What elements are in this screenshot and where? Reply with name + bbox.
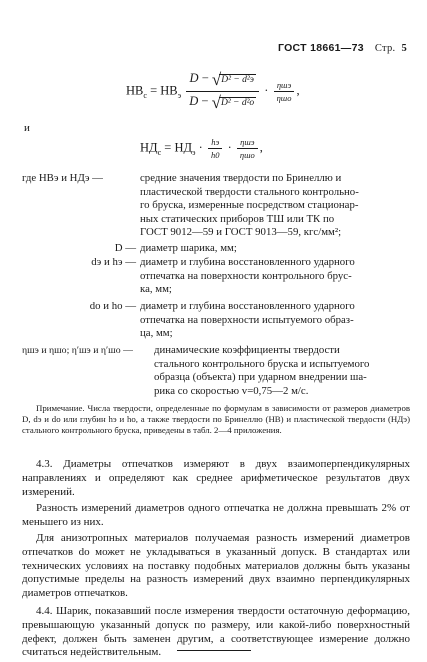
formula1-num-d: D: [189, 71, 199, 85]
definition-line: диаметр и глубина восстановленного ударного: [140, 256, 355, 268]
formula1-eq: = НВ: [146, 83, 178, 98]
formula2-eta-den: ηшо: [239, 150, 255, 160]
page-number: 5: [401, 43, 407, 54]
formula1-den-minus: −: [198, 94, 212, 108]
formula1-dot: ·: [264, 83, 269, 98]
definition-term: ηшэ и ηшо; η′шэ и η′шо —: [22, 345, 133, 356]
formula2-eta-fraction: [237, 137, 258, 160]
definition-term: где НВэ и НДэ —: [22, 172, 103, 184]
formula2-h-fraction: [208, 137, 223, 160]
definition-desc: [140, 256, 410, 297]
definition-line: стального контрольного бруска и испытуемого: [154, 357, 370, 370]
formula1-num-minus: −: [198, 71, 212, 85]
formula2-eq-sub: э: [192, 147, 196, 157]
formula2-lhs-sub: с: [157, 147, 162, 157]
definition-term: dэ и hэ —: [91, 256, 136, 268]
definition-term: D —: [114, 242, 136, 254]
page-header: [278, 42, 407, 54]
formula1-den-d: D: [189, 94, 199, 108]
conjunction: и: [24, 122, 30, 134]
definition-d: [22, 242, 410, 256]
definition-line: образца (объекта) при ударном внедрении ша-: [154, 371, 367, 384]
formula2-lhs: НД: [140, 140, 158, 155]
definition-eta: [22, 344, 410, 400]
formula1-lhs: НВ: [126, 83, 144, 98]
definition-line: диаметр шарика, мм;: [140, 242, 237, 254]
formula2-comma: ,: [259, 140, 263, 155]
definition-line: рика со скоростью v=0,75—2 м/с.: [154, 384, 309, 397]
definition-do-ho: [22, 300, 410, 342]
definition-desc: [140, 300, 410, 341]
formula1-comma: ,: [296, 83, 300, 98]
definition-line: ка, мм;: [140, 283, 172, 296]
definition-line: ца, мм;: [140, 327, 173, 340]
paragraph-4-3: 4.3. Диаметры отпечатков измеряют в двух взаимоперпендикулярных направлениях и определяют как среднее арифметическое результатов двух измерений.: [22, 458, 410, 498]
definition-desc: [154, 344, 410, 398]
definition-line: отпечатка на поверхности испытуемого образ-: [140, 313, 354, 326]
definition-hb-hd: [22, 172, 410, 240]
paragraph-4-4: 4.4. Шарик, показавший после измерения твердости остаточную деформацию, превышающую указанный допуск по размеру, или какой-либо поверхностный дефект, должен быть заменен другим, а соответствующее измерение должно считаться недействительным.: [22, 605, 410, 659]
definition-line: динамические коэффициенты твердости: [154, 344, 340, 356]
definition-desc: [140, 172, 410, 240]
formula2-eq: = НД: [161, 140, 193, 155]
formula1-den-root: D² − d²о: [220, 98, 255, 108]
definition-line: отпечатка на поверхности контрольного брус-: [140, 269, 352, 282]
standard-number: ГОСТ 18661—73: [277, 42, 364, 54]
formula-hardness-brinell: [126, 70, 300, 113]
formula1-eta-fraction: [274, 80, 295, 103]
definition-line: пластической твердости стального контрольно-: [140, 185, 359, 198]
formula2-dot1: ·: [198, 140, 203, 155]
formula2-h-den: h0: [210, 150, 220, 160]
page-label: Стр.: [374, 43, 396, 54]
formula2-dot2: ·: [227, 140, 232, 155]
definition-line: средние значения твердости по Бринеллю и: [140, 172, 342, 184]
definition-de-he: [22, 256, 410, 298]
formula1-eta-num: ηшэ: [274, 80, 295, 92]
formula2-h-num: hэ: [208, 137, 223, 149]
definition-line: го бруска, измеренные посредством стационар-: [140, 199, 359, 212]
definition-line: ГОСТ 9012—59 и ГОСТ 9013—59, кгс/мм²;: [140, 226, 342, 239]
definition-line: ных статических приборов ТШ или ТК по: [140, 212, 335, 225]
paragraph-diff-limit: Разность измерений диаметров одного отпечатка не должна превышать 2% от меньшего из них.: [22, 502, 410, 528]
formula1-eta-den: ηшо: [276, 93, 292, 103]
formula1-lhs-sub: с: [143, 90, 147, 100]
definition-line: диаметр и глубина восстановленного ударного: [140, 300, 355, 312]
formula-plastic-hardness: [140, 137, 263, 160]
formula1-main-fraction: $\frac{\text{D − √D² − d²э}}{\text{D − √D² − d²о}}$: [186, 70, 259, 113]
formula1-num-root: D² − d²э: [221, 75, 254, 85]
paragraph-anisotropic: Для анизотропных материалов получаемая разность измерений диаметров отпечатков do может не укладываться в указанный допуск. В стандартах или технических условиях на поставку подобных материалов должны быть указаны допустимые пределы на разность измерений двух взаимно перпендикулярных диаметров отпечатков.: [22, 532, 410, 600]
definition-term: do и ho —: [89, 300, 136, 312]
note-paragraph: Примечание. Числа твердости, определенные по формулам в зависимости от размеров диаметров D, dэ и do или глубин hэ и ho, а также твердости по Бринеллю (НВ) и пластической твердости (НДэ) стального контрольного бруска, приведены в табл. 2—4 приложения.: [22, 403, 410, 436]
formula2-eta-num: ηшэ: [237, 137, 258, 149]
formula1-eq-sub: э: [177, 90, 182, 100]
